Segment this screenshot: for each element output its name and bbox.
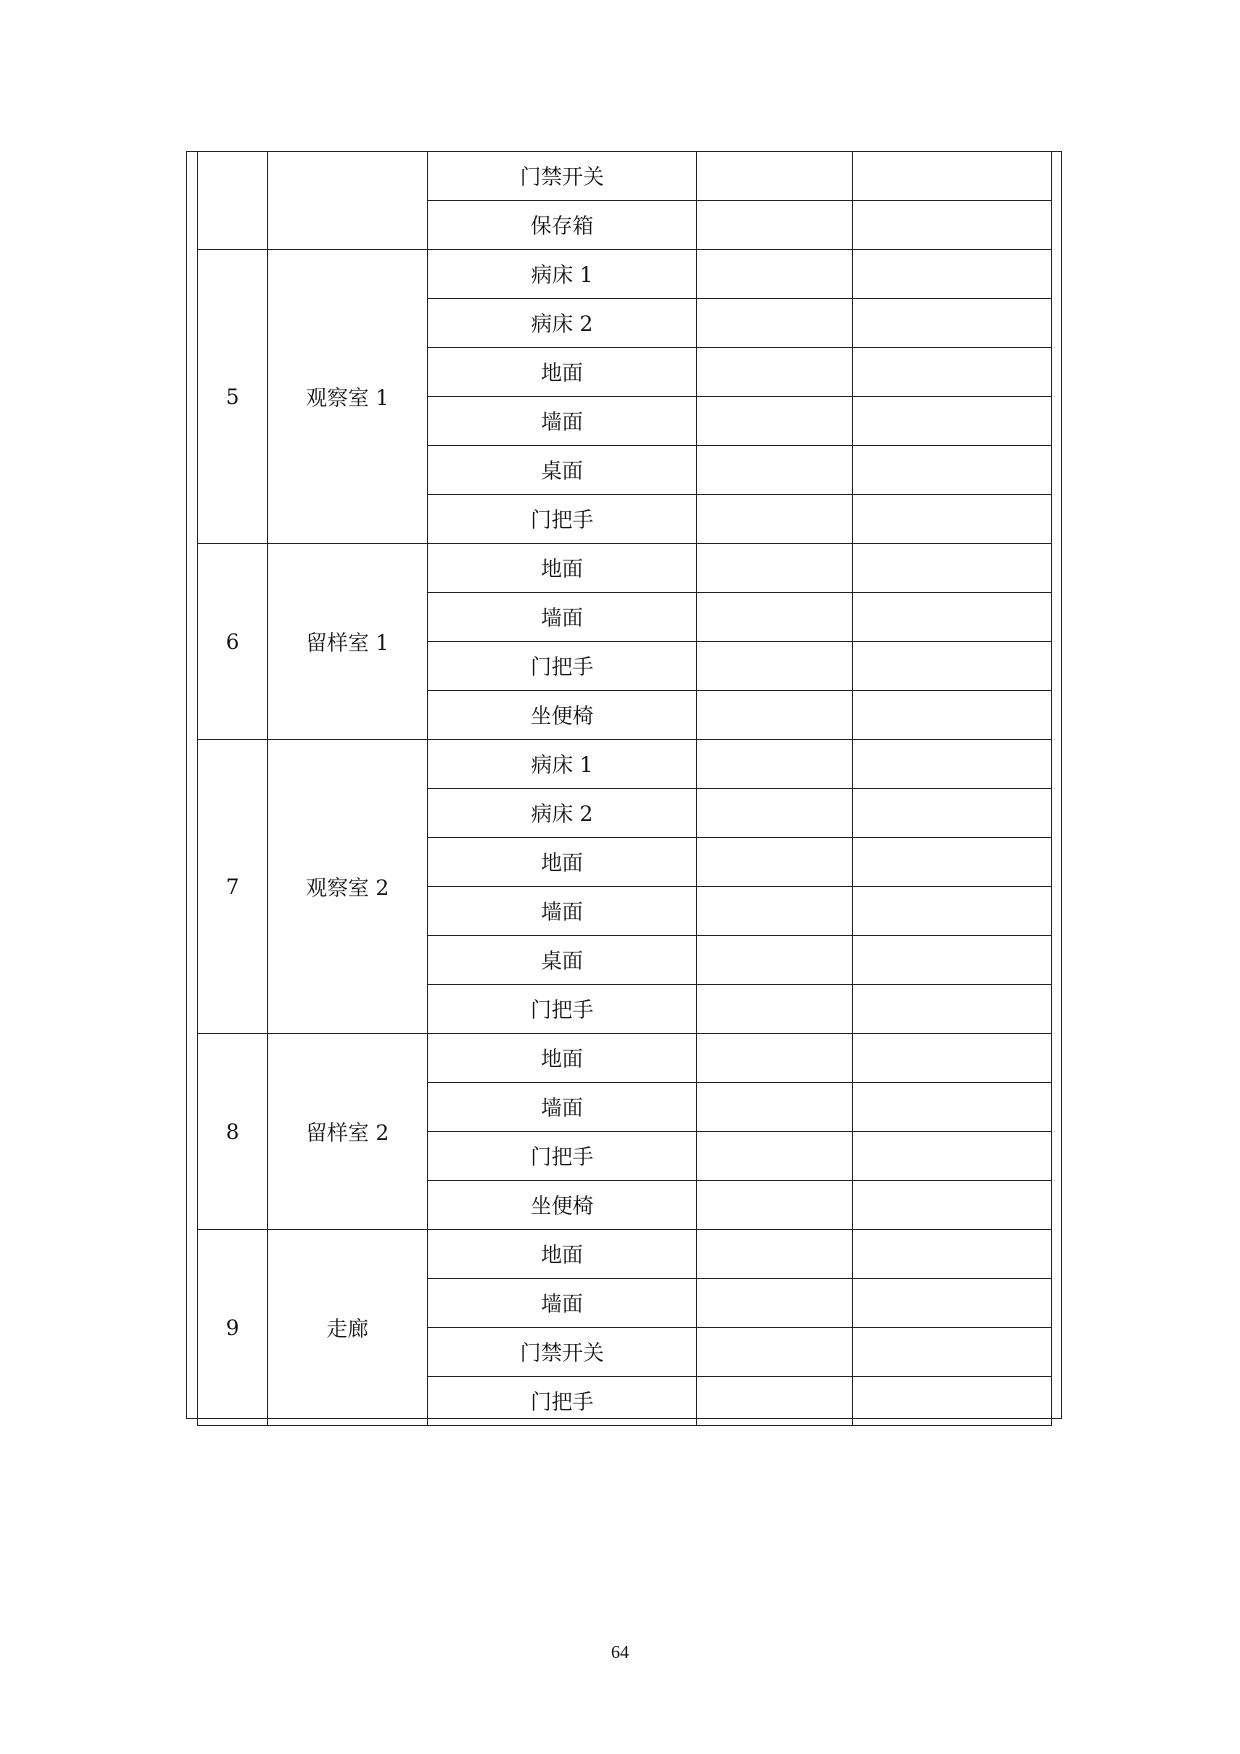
item-cell: 保存箱 xyxy=(428,201,697,250)
remark-cell[interactable] xyxy=(853,691,1052,740)
result-cell[interactable] xyxy=(697,250,853,299)
item-cell: 桌面 xyxy=(428,936,697,985)
remark-cell[interactable] xyxy=(853,985,1052,1034)
result-cell[interactable] xyxy=(697,201,853,250)
item-cell: 桌面 xyxy=(428,446,697,495)
remark-cell[interactable] xyxy=(853,1279,1052,1328)
item-cell: 地面 xyxy=(428,544,697,593)
result-cell[interactable] xyxy=(697,1132,853,1181)
location-cell: 留样室 2 xyxy=(268,1034,428,1230)
result-cell[interactable] xyxy=(697,1328,853,1377)
item-cell: 门把手 xyxy=(428,642,697,691)
result-cell[interactable] xyxy=(697,1034,853,1083)
item-cell: 门把手 xyxy=(428,985,697,1034)
remark-cell[interactable] xyxy=(853,1034,1052,1083)
item-cell: 墙面 xyxy=(428,887,697,936)
table-row xyxy=(198,1034,1052,1083)
remark-cell[interactable] xyxy=(853,936,1052,985)
item-cell: 病床 2 xyxy=(428,299,697,348)
remark-cell[interactable] xyxy=(853,250,1052,299)
location-cell: 留样室 1 xyxy=(268,544,428,740)
table-row xyxy=(198,250,1052,299)
remark-cell[interactable] xyxy=(853,495,1052,544)
result-cell[interactable] xyxy=(697,446,853,495)
row-number-cell: 7 xyxy=(198,740,268,1034)
result-cell[interactable] xyxy=(697,1230,853,1279)
result-cell[interactable] xyxy=(697,544,853,593)
item-cell: 地面 xyxy=(428,838,697,887)
result-cell[interactable] xyxy=(697,1279,853,1328)
location-cell: 观察室 1 xyxy=(268,250,428,544)
remark-cell[interactable] xyxy=(853,1181,1052,1230)
item-cell: 病床 1 xyxy=(428,740,697,789)
result-cell[interactable] xyxy=(697,1083,853,1132)
table-body xyxy=(198,152,1052,1426)
result-cell[interactable] xyxy=(697,299,853,348)
remark-cell[interactable] xyxy=(853,789,1052,838)
remark-cell[interactable] xyxy=(853,1083,1052,1132)
remark-cell[interactable] xyxy=(853,299,1052,348)
remark-cell[interactable] xyxy=(853,593,1052,642)
remark-cell[interactable] xyxy=(853,887,1052,936)
item-cell: 门禁开关 xyxy=(428,152,697,201)
row-number-cell: 9 xyxy=(198,1230,268,1426)
result-cell[interactable] xyxy=(697,397,853,446)
item-cell: 墙面 xyxy=(428,1279,697,1328)
item-cell: 地面 xyxy=(428,348,697,397)
item-cell: 坐便椅 xyxy=(428,691,697,740)
result-cell[interactable] xyxy=(697,887,853,936)
remark-cell[interactable] xyxy=(853,1132,1052,1181)
remark-cell[interactable] xyxy=(853,838,1052,887)
remark-cell[interactable] xyxy=(853,1230,1052,1279)
item-cell: 墙面 xyxy=(428,593,697,642)
remark-cell[interactable] xyxy=(853,446,1052,495)
item-cell: 病床 1 xyxy=(428,250,697,299)
remark-cell[interactable] xyxy=(853,348,1052,397)
item-cell: 门禁开关 xyxy=(428,1328,697,1377)
cleaning-checklist-table xyxy=(197,151,1052,1426)
result-cell[interactable] xyxy=(697,348,853,397)
result-cell[interactable] xyxy=(697,495,853,544)
result-cell[interactable] xyxy=(697,1377,853,1426)
row-number-cell xyxy=(198,152,268,250)
remark-cell[interactable] xyxy=(853,152,1052,201)
item-cell: 病床 2 xyxy=(428,789,697,838)
remark-cell[interactable] xyxy=(853,642,1052,691)
location-cell: 走廊 xyxy=(268,1230,428,1426)
location-cell: 观察室 2 xyxy=(268,740,428,1034)
item-cell: 墙面 xyxy=(428,1083,697,1132)
row-number-cell: 8 xyxy=(198,1034,268,1230)
remark-cell[interactable] xyxy=(853,1377,1052,1426)
table-row xyxy=(198,152,1052,201)
row-number-cell: 6 xyxy=(198,544,268,740)
item-cell: 地面 xyxy=(428,1034,697,1083)
result-cell[interactable] xyxy=(697,936,853,985)
result-cell[interactable] xyxy=(697,740,853,789)
result-cell[interactable] xyxy=(697,1181,853,1230)
remark-cell[interactable] xyxy=(853,740,1052,789)
result-cell[interactable] xyxy=(697,642,853,691)
result-cell[interactable] xyxy=(697,985,853,1034)
item-cell: 门把手 xyxy=(428,1377,697,1426)
remark-cell[interactable] xyxy=(853,201,1052,250)
table-row xyxy=(198,740,1052,789)
remark-cell[interactable] xyxy=(853,397,1052,446)
result-cell[interactable] xyxy=(697,838,853,887)
result-cell[interactable] xyxy=(697,593,853,642)
location-cell xyxy=(268,152,428,250)
row-number-cell: 5 xyxy=(198,250,268,544)
remark-cell[interactable] xyxy=(853,1328,1052,1377)
page-number: 64 xyxy=(611,1642,629,1662)
result-cell[interactable] xyxy=(697,789,853,838)
table-row xyxy=(198,544,1052,593)
result-cell[interactable] xyxy=(697,152,853,201)
item-cell: 墙面 xyxy=(428,397,697,446)
result-cell[interactable] xyxy=(697,691,853,740)
item-cell: 门把手 xyxy=(428,1132,697,1181)
remark-cell[interactable] xyxy=(853,544,1052,593)
table-row xyxy=(198,1230,1052,1279)
item-cell: 门把手 xyxy=(428,495,697,544)
item-cell: 坐便椅 xyxy=(428,1181,697,1230)
item-cell: 地面 xyxy=(428,1230,697,1279)
